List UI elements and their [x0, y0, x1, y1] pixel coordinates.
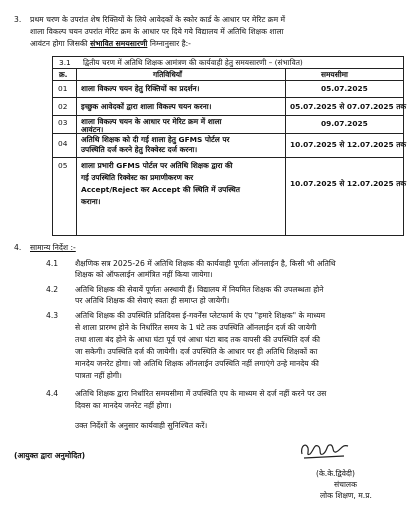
item-4-1-line-2: शिक्षक को ऑफलाईन आमंत्रित नहीं किया जायेगा।	[75, 270, 213, 279]
item-4-2-line-2: पर अतिथि शिक्षक की सेवाएं स्वतः ही समाप्त हो जायेगी।	[75, 296, 230, 305]
row-4-activity-line-1: अतिथि शिक्षक को दी गई शाला हेतु GFMS पोर्टल पर	[81, 135, 230, 144]
row-3-activity-line-2: आवंटन।	[81, 125, 104, 134]
row-1-activity: शाला विकल्प चयन हेतु रिक्तियों का प्रदर्शन।	[81, 84, 200, 93]
section-3-line-3	[30, 38, 191, 49]
schedule-table	[52, 56, 407, 236]
row-1-sno: 01	[58, 84, 68, 93]
section-3-line-3-post: निम्नानुसार है:-	[149, 39, 191, 48]
item-4-3-line-2: से शाला प्रारम्भ होने के निर्धारित समय के 1 घंटे तक उपस्थिति ऑनलाईन दर्ज की जायेगी	[75, 323, 317, 332]
row-3-activity-line-1: शाला विकल्प चयन के आधार पर मेरिट क्रम में शाला	[81, 117, 222, 126]
row-5-activity-line-4: कराना।	[81, 197, 101, 206]
closing-instruction: उक्त निर्देशों के अनुसार कार्यवाही सुनिश्चित करें।	[75, 421, 208, 430]
row-2-activity: इच्छुक आवेदकों द्वारा शाला विकल्प चयन करना।	[81, 102, 212, 111]
section-3-line-1: प्रथम चरण के उपरांत शेष रिक्तियों के लिये आवेदकों के स्कोर कार्ड के आधार पर मेरिट क्रम में	[30, 15, 286, 24]
table-caption: द्वितीय चरण में अतिथि शिक्षक आमंत्रण की कार्यवाही हेतु समयसारणी – (संभावित)	[83, 58, 303, 67]
item-4-4-line-2: दिवस का मानदेय जनरेट नहीं होगा।	[75, 401, 172, 410]
item-4-1-number: 4.1	[46, 259, 59, 268]
row-5-activity-line-1: शाला प्रभारी GFMS पोर्टल पर अतिथि शिक्षक द्वारा की	[81, 161, 233, 170]
row-1-deadline: 05.07.2025	[321, 84, 368, 93]
section-4-title: सामान्य निर्देश :-	[30, 243, 76, 252]
row-5-deadline: 10.07.2025 से 12.07.2025 तक	[290, 179, 407, 188]
header-activity: गतिविधियाँ	[153, 70, 182, 79]
signature	[296, 436, 354, 464]
item-4-3-line-4: जा सकेगी। उपस्थिति दर्ज की जायेगी। दर्ज उपस्थिति के आधार पर ही अतिथि शिक्षकों का	[75, 347, 318, 356]
item-4-3-line-6: पात्रता नहीं होगी।	[75, 371, 122, 380]
row-4-sno: 04	[58, 139, 68, 148]
item-4-3-number: 4.3	[46, 311, 59, 320]
item-4-2-line-1: अतिथि शिक्षक की सेवायें पूर्णतः अस्थायी हैं। विद्यालय में नियमित शिक्षक की उपलब्धता होने	[75, 285, 324, 294]
row-2-sno: 02	[58, 102, 68, 111]
item-4-4-line-1: अतिथि शिक्षक द्वारा निर्धारित समयसीमा में उपस्थिति एप के माध्यम से दर्ज नहीं करने पर उस	[75, 389, 327, 398]
row-2-deadline: 05.07.2025 से 07.07.2025 तक	[290, 102, 407, 111]
row-4-activity-line-2: उपस्थिति दर्ज करने हेतु रिक्वेस्ट दर्ज करना।	[81, 145, 198, 154]
item-4-2-number: 4.2	[46, 285, 59, 294]
row-5-activity-line-2: गई उपस्थिति रिक्वेस्ट का प्रमाणीकरण कर	[81, 173, 194, 182]
item-4-3-line-3: तथा शाला बंद होने के आधा घंटा पूर्व एवं आधा घंटा बाद तक वापसी की उपस्थिति दर्ज की	[75, 335, 320, 344]
item-4-3-line-1: अतिथि शिक्षक की उपस्थिति प्रतिदिवस ई-गवर्नेंस प्लेटफार्म के एप "हमारे शिक्षक" के माध्यम	[75, 311, 326, 320]
header-deadline: समयसीमा	[321, 70, 348, 79]
section-3-line-2: शाला विकल्प चयन उपरांत मेरिट क्रम के आधार पर दिये गये विद्यालय में अतिथि शिक्षक शाला	[30, 27, 284, 36]
header-sno: क्र.	[59, 70, 68, 79]
approval-note: (आयुक्त द्वारा अनुमोदित)	[14, 451, 86, 460]
row-3-sno: 03	[58, 118, 68, 127]
row-3-deadline: 09.07.2025	[321, 119, 368, 128]
table-section-number: 3.1	[59, 58, 71, 67]
signatory-name: (के.के.द्विवेदी)	[316, 469, 355, 478]
section-4-number: 4.	[14, 243, 22, 252]
section-3-line-3-pre: आवंटन होगा जिसकी	[30, 39, 88, 48]
schedule-emphasis: संभावित समयसारणी	[90, 39, 148, 48]
section-3-number: 3.	[14, 15, 22, 24]
signatory-office: लोक शिक्षण, म.प्र.	[320, 491, 372, 500]
row-5-activity-line-3: Accept/Reject कर Accept की स्थिति में उपस्थित	[81, 185, 240, 194]
item-4-1-line-1: शैक्षणिक सत्र 2025-26 में अतिथि शिक्षक की कार्यवाही पूर्णतः ऑनलाईन है, किसी भी अतिथि	[75, 259, 336, 268]
item-4-4-number: 4.4	[46, 389, 59, 398]
signatory-designation: संचालक	[334, 480, 357, 489]
row-4-deadline: 10.07.2025 से 12.07.2025 तक	[290, 140, 407, 149]
item-4-3-line-5: मानदेय जनरेट होगा। जो अतिथि शिक्षक ऑनलाईन उपस्थिति नहीं लगाएंगे उन्हे मानदेय की	[75, 359, 319, 368]
row-5-sno: 05	[58, 161, 68, 170]
